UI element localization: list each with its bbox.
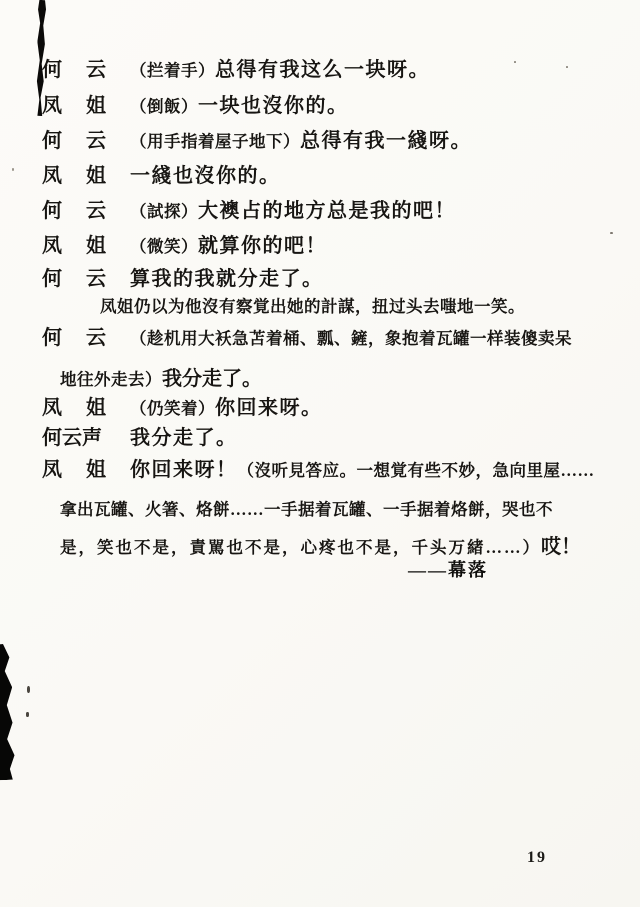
ink-speck [27,686,30,693]
script-line [42,428,238,448]
script-line [42,60,430,80]
stage-direction-inline: （用手指着屋子地下） [130,132,300,151]
ink-speck [566,66,568,68]
dialogue-text: 就算你的吧！ [198,235,327,257]
script-line [42,398,323,418]
dialogue-text: 你回来呀。 [215,397,323,419]
page-number: 19 [527,849,547,866]
ink-speck [610,232,613,234]
script-line-continuation [60,530,581,559]
stage-direction-inline: （趁机用大袄急苫着桶、瓢、鏟，象抱着瓦罐一样装傻卖呆 [130,329,572,348]
speaker-name: 何 云 [42,268,108,290]
dialogue-text: 大襖占的地方总是我的吧！ [198,200,456,222]
stage-direction-inline: （仍笑着） [130,399,215,418]
dialogue-text: 你回来呀！ [130,459,238,481]
dialogue-text: 一块也沒你的。 [198,95,349,117]
stage-direction-block: 凤姐仍以为他沒有察覚出她的計謀，扭过头去嗤地一笑。 [100,297,525,316]
script-line [42,96,349,116]
ink-speck [26,712,29,717]
speaker-name: 凤 姐 [42,235,108,257]
script-line [42,269,324,289]
dialogue-text: 算我的我就分走了。 [130,268,324,290]
stage-direction-inline: 地往外走去） [60,370,162,389]
ink-speck [514,61,516,63]
dialogue-text: 哎！ [541,536,581,558]
curtain-note: ——幕落 [408,560,488,580]
script-line [42,328,572,348]
speaker-name: 何 云 [42,200,108,222]
ink-speck [12,168,14,171]
script-line-continuation [60,362,262,391]
speaker-name: 凤 姐 [42,165,108,187]
script-line [42,166,281,186]
binding-ink-artifact-left [0,644,15,781]
speaker-name: 凤 姐 [42,397,108,419]
dialogue-text: 我分走了。 [130,427,238,449]
stage-direction-inline: （拦着手） [130,61,215,80]
speaker-name: 凤 姐 [42,459,108,481]
script-line [42,460,595,480]
speaker-name: 何 云 [42,327,108,349]
dialogue-text: 我分走了。 [162,368,262,390]
script-line [42,201,456,221]
speaker-name: 何云声 [42,427,102,449]
stage-direction-inline: （試探） [130,202,198,221]
script-line [42,131,472,151]
stage-direction-inline: （倒飯） [130,97,198,116]
dialogue-text: 总得有我这么一块呀。 [215,59,430,81]
speaker-name: 凤 姐 [42,95,108,117]
stage-direction-inline: 拿出瓦罐、火箸、烙餅……一手据着瓦罐、一手据着烙餅，哭也不 [60,500,553,519]
stage-direction-inline: 是，笑也不是，責駡也不是，心疼也不是，千头万緒……） [60,538,541,557]
script-line-continuation [60,496,553,520]
stage-direction-inline: （微笑） [130,237,198,256]
script-line [42,236,327,256]
stage-direction-inline: （沒听見答应。一想覚有些不妙，急向里屋…… [237,461,595,480]
dialogue-text: 一綫也沒你的。 [130,165,281,187]
speaker-name: 何 云 [42,59,108,81]
speaker-name: 何 云 [42,130,108,152]
dialogue-text: 总得有我一綫呀。 [300,130,472,152]
